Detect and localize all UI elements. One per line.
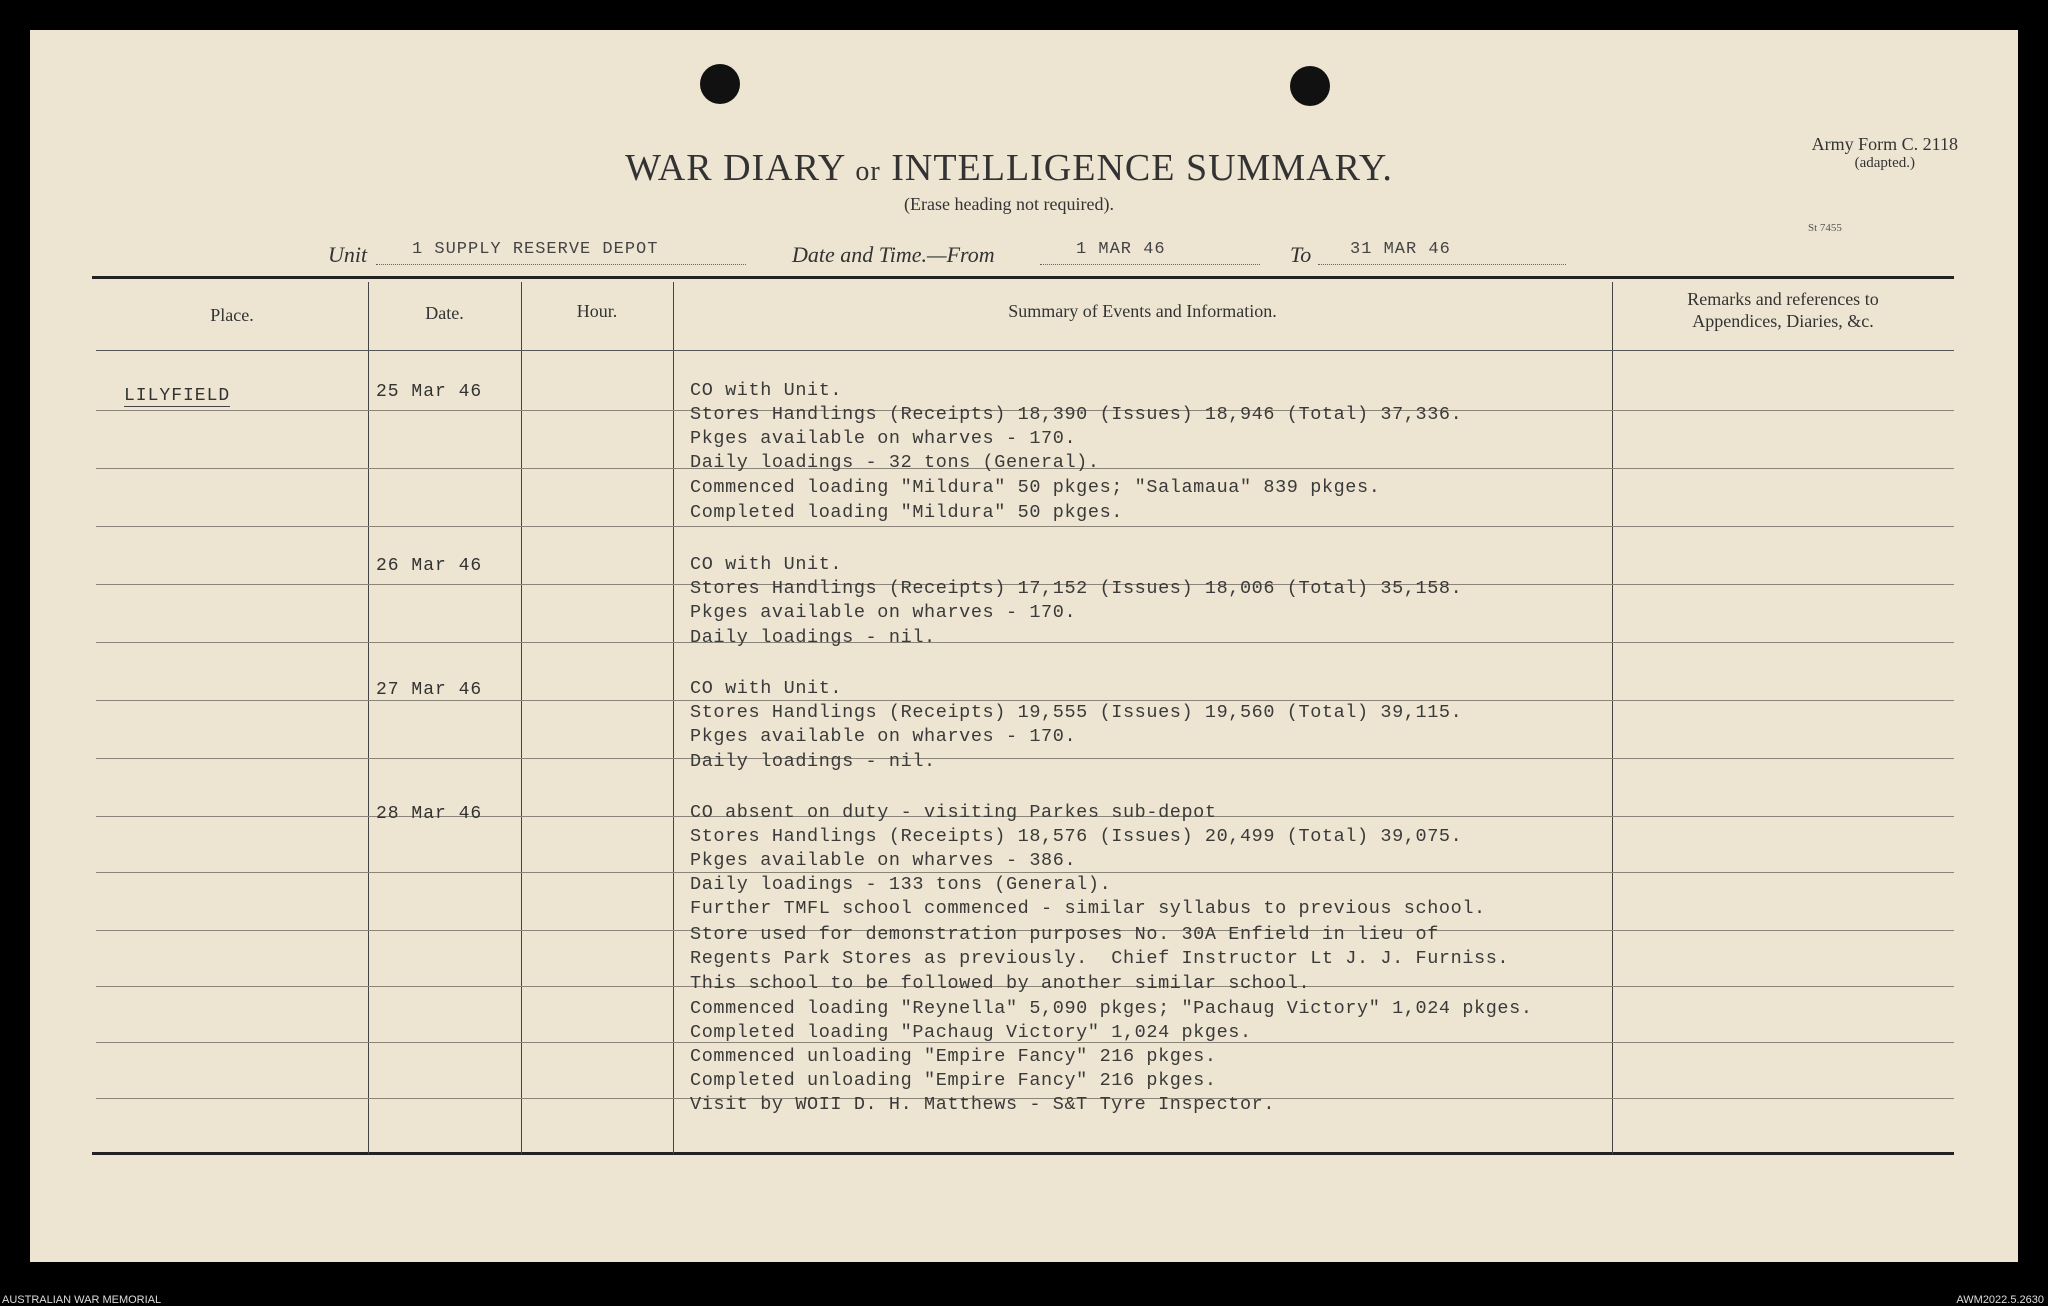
event-line: Completed loading "Mildura" 50 pkges. <box>690 502 1123 523</box>
event-line: Commenced loading "Reynella" 5,090 pkges; "Pachaug Victory" 1,024 pkges. <box>690 998 1533 1019</box>
event-line: Daily loadings - nil. <box>690 627 936 648</box>
column-divider <box>368 282 369 1154</box>
column-divider <box>673 282 674 1154</box>
ruled-line <box>96 700 1954 701</box>
event-line: Commenced loading "Mildura" 50 pkges; "Salamaua" 839 pkges. <box>690 477 1381 498</box>
event-line: Store used for demonstration purposes No. 30A Enfield in lieu of <box>690 924 1439 945</box>
footer-caption-left: AUSTRALIAN WAR MEMORIAL <box>2 1294 162 1306</box>
period-to-label: To <box>1290 242 1312 267</box>
event-line: Completed loading "Pachaug Victory" 1,024 pkges. <box>690 1022 1252 1043</box>
event-line: CO with Unit. <box>690 678 843 699</box>
event-line: Further TMFL school commenced - similar syllabus to previous school. <box>690 898 1486 919</box>
punch-hole-right <box>1290 66 1330 106</box>
event-line: CO with Unit. <box>690 380 843 401</box>
ruled-line <box>96 526 1954 527</box>
column-header-place: Place. <box>210 305 254 325</box>
period-label: Date and Time.—From <box>792 242 995 267</box>
date-entry: 26 Mar 46 <box>376 556 483 576</box>
event-line: Pkges available on wharves - 170. <box>690 602 1077 623</box>
date-entry: 28 Mar 46 <box>376 804 483 824</box>
event-line: Visit by WOII D. H. Matthews - S&T Tyre Inspector. <box>690 1094 1276 1115</box>
unit-value: 1 SUPPLY RESERVE DEPOT <box>376 240 746 265</box>
form-number: Army Form C. 2118 (adapted.) <box>1811 134 1958 171</box>
page-subtitle: (Erase heading not required). <box>904 194 1114 214</box>
event-line: Pkges available on wharves - 170. <box>690 428 1077 449</box>
column-header-remarks: Remarks and references to Appendices, Diaries, &c. <box>1687 289 1879 331</box>
ruled-line <box>96 758 1954 759</box>
ruled-line <box>96 642 1954 643</box>
stock-number: St 7455 <box>1808 222 1842 234</box>
date-entry: 27 Mar 46 <box>376 680 483 700</box>
event-line: CO absent on duty - visiting Parkes sub-depot <box>690 802 1217 823</box>
table-top-rule <box>92 276 1954 279</box>
event-line: Stores Handlings (Receipts) 18,576 (Issues) 20,499 (Total) 39,075. <box>690 826 1463 847</box>
column-header-summary: Summary of Events and Information. <box>1008 301 1277 321</box>
column-divider <box>521 282 522 1154</box>
event-line: Daily loadings - 133 tons (General). <box>690 874 1112 895</box>
event-line: Regents Park Stores as previously. Chief Instructor Lt J. J. Furniss. <box>690 948 1510 969</box>
header-separator <box>96 350 1954 351</box>
period-to: 31 MAR 46 <box>1318 240 1566 265</box>
date-entry: 25 Mar 46 <box>376 382 483 402</box>
footer-caption-right: AWM2022.5.2630 <box>1956 1294 2044 1306</box>
column-header-hour: Hour. <box>576 301 618 321</box>
place-entry: LILYFIELD <box>124 386 231 406</box>
event-line: Pkges available on wharves - 386. <box>690 850 1077 871</box>
event-line: Stores Handlings (Receipts) 17,152 (Issues) 18,006 (Total) 35,158. <box>690 578 1463 599</box>
table-bottom-rule <box>92 1152 1954 1155</box>
event-line: CO with Unit. <box>690 554 843 575</box>
event-line: Stores Handlings (Receipts) 18,390 (Issues) 18,946 (Total) 37,336. <box>690 404 1463 425</box>
unit-label: Unit <box>328 242 368 267</box>
event-line: Completed unloading "Empire Fancy" 216 pkges. <box>690 1070 1217 1091</box>
ruled-line <box>96 872 1954 873</box>
event-line: This school to be followed by another similar school. <box>690 973 1311 994</box>
period-from: 1 MAR 46 <box>1040 240 1260 265</box>
event-line: Pkges available on wharves - 170. <box>690 726 1077 747</box>
punch-hole-left <box>700 64 740 104</box>
column-divider <box>1612 282 1613 1154</box>
event-line: Daily loadings - nil. <box>690 751 936 772</box>
event-line: Daily loadings - 32 tons (General). <box>690 452 1100 473</box>
event-line: Stores Handlings (Receipts) 19,555 (Issues) 19,560 (Total) 39,115. <box>690 702 1463 723</box>
event-line: Commenced unloading "Empire Fancy" 216 pkges. <box>690 1046 1217 1067</box>
page-title: WAR DIARY or INTELLIGENCE SUMMARY. <box>625 147 1393 189</box>
column-header-date: Date. <box>425 303 464 323</box>
